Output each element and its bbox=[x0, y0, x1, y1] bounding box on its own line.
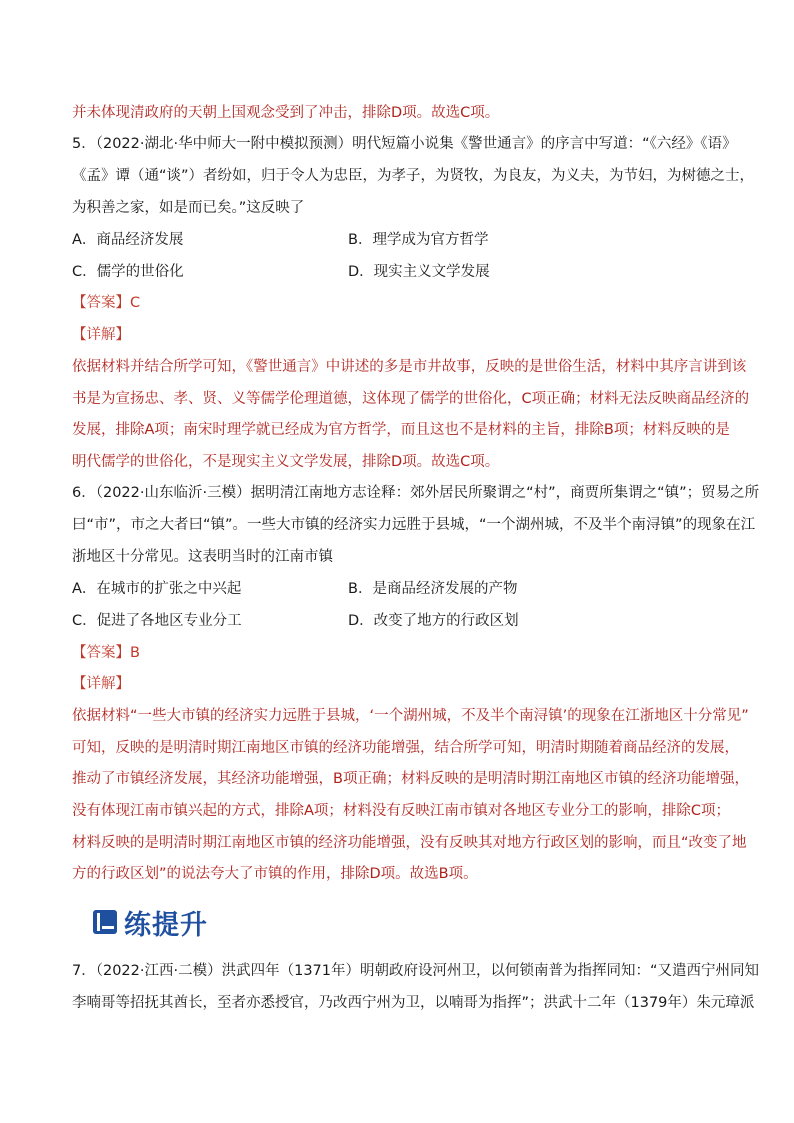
q4-explanation-tail: 并未体现清政府的天朝上国观念受到了冲击，排除D项。故选C项。 bbox=[72, 105, 500, 121]
q5-stem-line: 为积善之家，如是而已矣。”这反映了 bbox=[72, 200, 305, 216]
q6-detail-line: 材料反映的是明清时期江南地区市镇的经济功能增强，没有反映其对地方行政区划的影响，而且“改变了地 bbox=[72, 835, 747, 851]
q5-detail-line: 书是为宣扬忠、孝、贤、义等儒学伦理道德，这体现了儒学的世俗化，C项正确；材料无法反映商品经济的 bbox=[72, 391, 750, 407]
q6-answer: 【答案】B bbox=[72, 645, 140, 661]
q5-detail-line: 依据材料并结合所学可知，《警世通言》中讲述的多是市井故事，反映的是世俗生活，材料中其序言讲到该 bbox=[72, 359, 747, 375]
q5-detail-line: 发展，排除A项；南宋时理学就已经成为官方哲学，而且这也不是材料的主旨，排除B项；材料反映的是 bbox=[72, 422, 730, 438]
q5-option-c: C．儒学的世俗化 bbox=[72, 264, 184, 280]
q5-stem-line: 《孟》谭（通“谈”）者纷如，归于令人为忠臣，为孝子，为贤牧，为良友，为义夫，为节妇，为树德之士， bbox=[72, 168, 755, 184]
q6-detail-line: 方的行政区划”的说法夸大了市镇的作用，排除D项。故选B项。 bbox=[72, 866, 478, 882]
q6-stem-line: 6．（2022·山东临沂·三模）据明清江南地方志诠释：郊外居民所聚谓之“村”，商贾所集谓之“镇”；贸易之所 bbox=[72, 485, 760, 501]
q6-option-b: B．是商品经济发展的产物 bbox=[348, 581, 518, 597]
q6-detail-line: 没有体现江南市镇兴起的方式，排除A项；材料没有反映江南市镇对各地区专业分工的影响，排除C项； bbox=[72, 803, 731, 819]
q6-detail-line: 推动了市镇经济发展，其经济功能增强，B项正确；材料反映的是明清时期江南地区市镇的经济功能增强， bbox=[72, 771, 749, 787]
q5-option-b: B．理学成为官方哲学 bbox=[348, 232, 489, 248]
q6-detail-label: 【详解】 bbox=[72, 676, 130, 692]
book-icon bbox=[92, 909, 118, 935]
q6-option-d: D．改变了地方的行政区划 bbox=[348, 613, 519, 629]
q5-answer: 【答案】C bbox=[72, 295, 141, 311]
q6-option-a: A．在城市的扩张之中兴起 bbox=[72, 581, 242, 597]
q7-stem-line: 李喃哥等招抚其酋长，至者亦悉授官，乃改西宁州为卫，以喃哥为指挥”；洪武十二年（1379年）朱元璋派 bbox=[72, 995, 755, 1011]
q6-detail-line: 可知，反映的是明清时期江南地区市镇的经济功能增强，结合所学可知，明清时期随着商品经济的发展， bbox=[72, 740, 739, 756]
q7-stem-line: 7．（2022·江西·二模）洪武四年（1371年）明朝政府设河州卫，以何锁南普为指挥同知：“又遣西宁州同知 bbox=[72, 963, 760, 979]
q6-detail-line: 依据材料“一些大市镇的经济实力远胜于县城，‘一个湖州城，不及半个南浔镇’的现象在江浙地区十分常见” bbox=[72, 708, 749, 724]
q6-stem-line: 浙地区十分常见。这表明当时的江南市镇 bbox=[72, 549, 333, 565]
section-heading bbox=[92, 903, 208, 941]
q6-option-c: C．促进了各地区专业分工 bbox=[72, 613, 242, 629]
q6-stem-line: 曰“市”，市之大者曰“镇”。一些大市镇的经济实力远胜于县城，“一个湖州城，不及半个南浔镇”的现象在江 bbox=[72, 517, 756, 533]
section-title: 练提升 bbox=[124, 909, 208, 941]
q5-detail-line: 明代儒学的世俗化，不是现实主义文学发展，排除D项。故选C项。 bbox=[72, 454, 500, 470]
q5-option-a: A．商品经济发展 bbox=[72, 232, 184, 248]
q5-option-d: D．现实主义文学发展 bbox=[348, 264, 490, 280]
q5-stem-line: 5．（2022·湖北·华中师大一附中模拟预测）明代短篇小说集《警世通言》的序言中写道：“《六经》《语》 bbox=[72, 136, 737, 152]
q5-detail-label: 【详解】 bbox=[72, 327, 130, 343]
